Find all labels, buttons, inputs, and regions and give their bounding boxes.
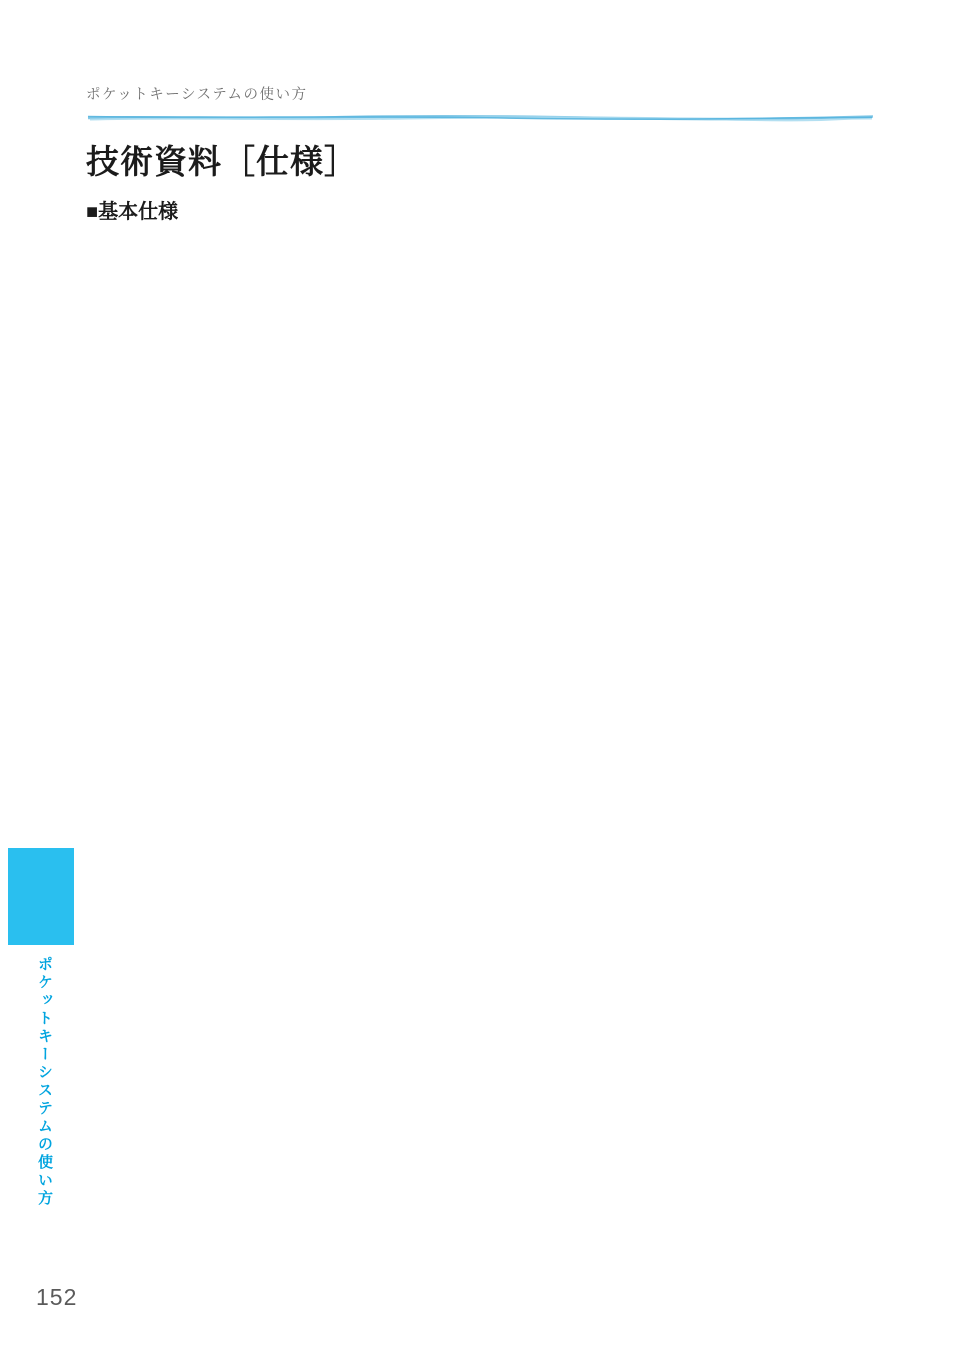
page-number: 152 xyxy=(36,1284,78,1310)
page-content xyxy=(86,86,875,233)
running-header: ポケットキーシステムの使い方 xyxy=(86,87,308,103)
sidebar-chapter-label: ポケットキーシステムの使い方 xyxy=(36,956,53,1208)
sidebar-tab-block xyxy=(8,848,74,945)
sections xyxy=(86,200,875,225)
section-heading-basic xyxy=(86,200,875,225)
page-title: 技術資料［仕様］ xyxy=(86,143,358,180)
brush-underline xyxy=(86,113,875,122)
section-heading-text: ■基本仕様 xyxy=(86,201,179,223)
